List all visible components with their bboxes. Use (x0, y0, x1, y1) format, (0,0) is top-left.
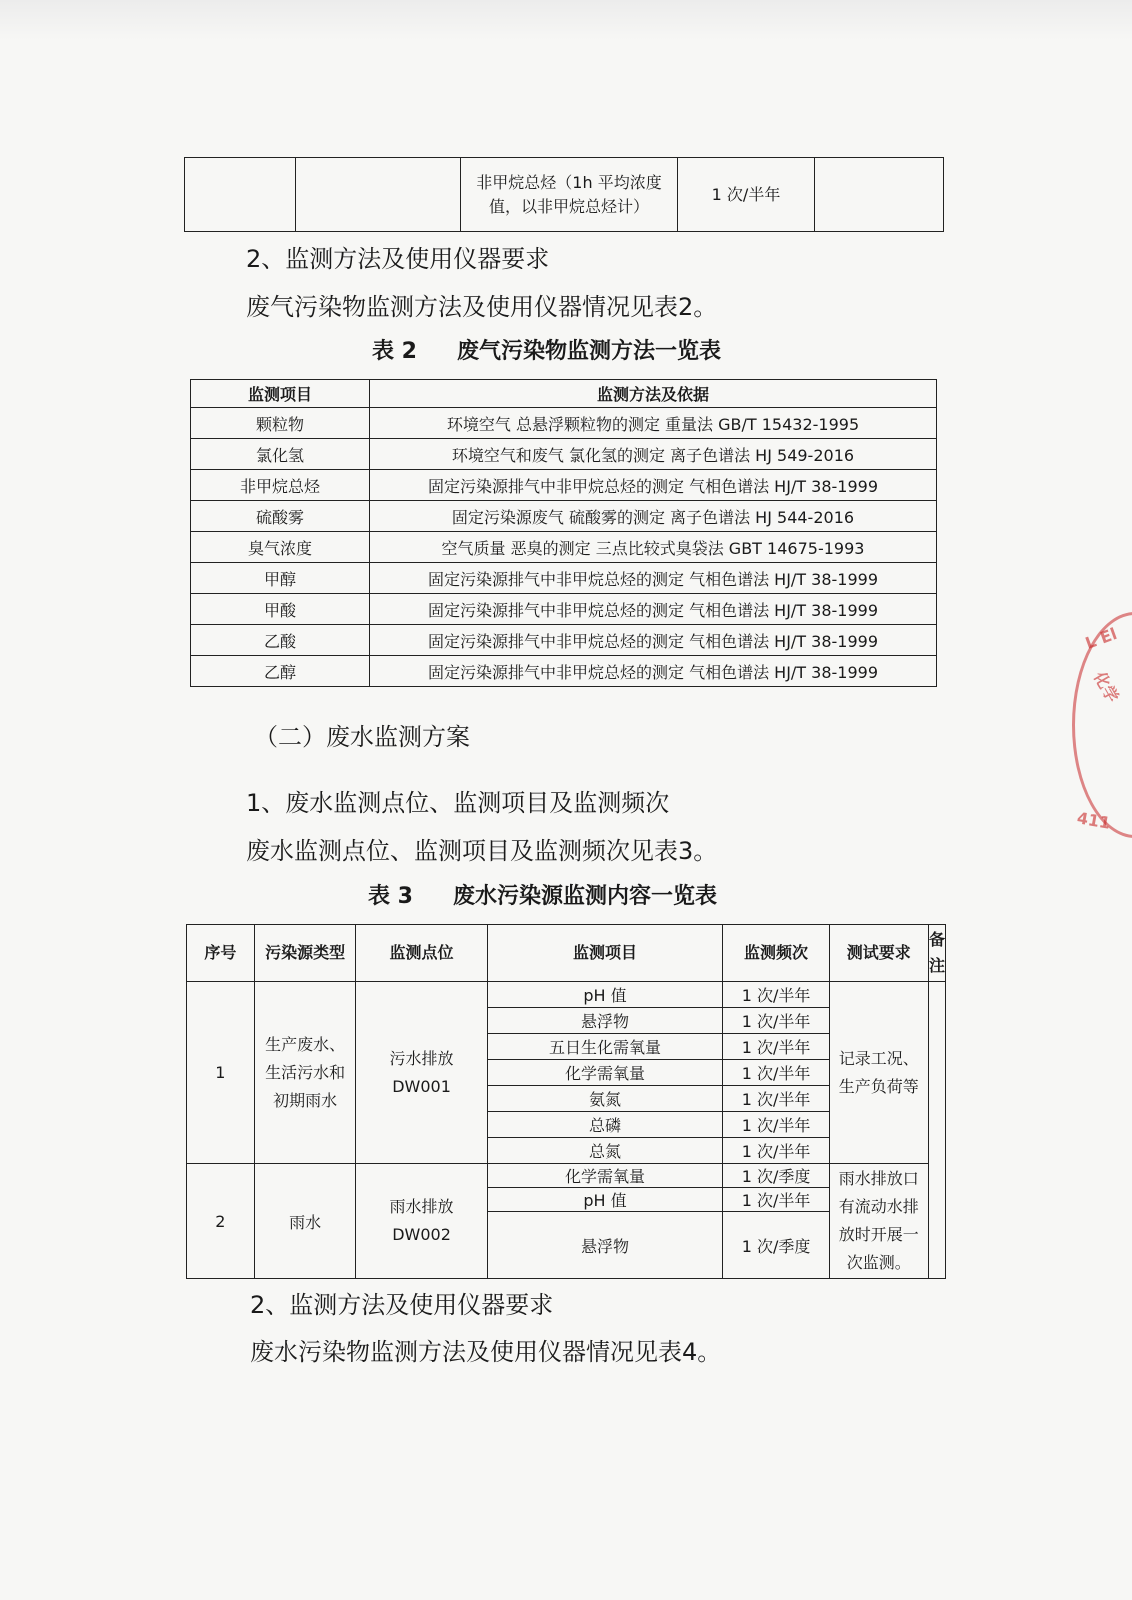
table-cell: 总磷 (487, 1112, 723, 1138)
table-cell: 1 次/半年 (723, 1138, 829, 1164)
table-cell: 环境空气和废气 氯化氢的测定 离子色谱法 HJ 549-2016 (370, 439, 937, 470)
table-cell: 固定污染源废气 硫酸雾的测定 离子色谱法 HJ 544-2016 (370, 501, 937, 532)
table-cell: 非甲烷总烃（1h 平均浓度值，以非甲烷总烃计） (461, 158, 678, 232)
table-cell: 五日生化需氧量 (487, 1034, 723, 1060)
table-cell: 1 次/半年 (723, 1060, 829, 1086)
table-cell: 雨水排放DW002 (356, 1164, 487, 1279)
table-cell: 甲酸 (191, 594, 370, 625)
table-cell: 1 次/半年 (723, 1086, 829, 1112)
table-cell: 甲醇 (191, 563, 370, 594)
column-header: 序号 (187, 925, 255, 982)
table-cell: 1 次/季度 (723, 1212, 829, 1279)
table-cell (815, 158, 944, 232)
table-cell (185, 158, 296, 232)
table-cell: 雨水 (254, 1164, 356, 1279)
wastewater-table (186, 924, 946, 1279)
table-header-row (187, 925, 946, 982)
column-header: 监测项目 (487, 925, 723, 982)
table-row (191, 408, 937, 439)
section-heading: 2、监测方法及使用仪器要求 (250, 1291, 554, 1319)
table-caption (372, 338, 721, 366)
table-cell: 悬浮物 (487, 1212, 723, 1279)
table-row (191, 563, 937, 594)
section-title: （二）废水监测方案 (254, 723, 470, 751)
table-cell: 1 (187, 982, 255, 1164)
table-cell (928, 982, 945, 1279)
table-cell: 颗粒物 (191, 408, 370, 439)
table-cell: 悬浮物 (487, 1008, 723, 1034)
table-cell: 非甲烷总烃 (191, 470, 370, 501)
table-cell: 污水排放DW001 (356, 982, 487, 1164)
column-header: 测试要求 (829, 925, 928, 982)
table-cell: 臭气浓度 (191, 532, 370, 563)
table-cell: 氨氮 (487, 1086, 723, 1112)
table-cell: 记录工况、生产负荷等 (829, 982, 928, 1164)
table-cell: pH 值 (487, 982, 723, 1008)
table-cell: 化学需氧量 (487, 1060, 723, 1086)
table-cell: 1 次/半年 (723, 1188, 829, 1212)
table-cell: pH 值 (487, 1188, 723, 1212)
paragraph: 废水污染物监测方法及使用仪器情况见表4。 (250, 1338, 722, 1366)
stamp-text: L El (1082, 624, 1120, 653)
table-cell: 固定污染源排气中非甲烷总烃的测定 气相色谱法 HJ/T 38-1999 (370, 625, 937, 656)
table-cell: 氯化氢 (191, 439, 370, 470)
table-cell: 乙酸 (191, 625, 370, 656)
table-caption (368, 883, 717, 911)
table-cell: 1 次/半年 (723, 1034, 829, 1060)
table-header-row (191, 380, 937, 408)
table-row (191, 656, 937, 687)
continuation-table (184, 157, 944, 232)
table-cell: 总氮 (487, 1138, 723, 1164)
table-cell: 硫酸雾 (191, 501, 370, 532)
column-header: 监测方法及依据 (370, 380, 937, 408)
table-row (191, 532, 937, 563)
scan-shadow (0, 0, 1132, 40)
column-header: 监测频次 (723, 925, 829, 982)
table-row (185, 158, 944, 232)
table-row (191, 501, 937, 532)
paragraph: 废水监测点位、监测项目及监测频次见表3。 (246, 837, 718, 865)
table-cell: 1 次/半年 (723, 1008, 829, 1034)
table-row (191, 594, 937, 625)
caption-number: 表 2 (372, 339, 417, 364)
section-heading: 2、监测方法及使用仪器要求 (246, 245, 550, 273)
caption-title: 废气污染物监测方法一览表 (456, 339, 721, 364)
table-cell: 雨水排放口有流动水排放时开展一次监测。 (829, 1164, 928, 1279)
caption-number: 表 3 (368, 884, 413, 909)
table-cell: 固定污染源排气中非甲烷总烃的测定 气相色谱法 HJ/T 38-1999 (370, 594, 937, 625)
table-cell: 乙醇 (191, 656, 370, 687)
table-cell: 生产废水、生活污水和初期雨水 (254, 982, 356, 1164)
caption-title: 废水污染源监测内容一览表 (452, 884, 717, 909)
table-cell: 1 次/季度 (723, 1164, 829, 1188)
table-row (191, 470, 937, 501)
table-cell: 固定污染源排气中非甲烷总烃的测定 气相色谱法 HJ/T 38-1999 (370, 656, 937, 687)
paragraph: 废气污染物监测方法及使用仪器情况见表2。 (246, 293, 718, 321)
company-seal-stamp (1072, 612, 1132, 838)
table-cell (296, 158, 461, 232)
stamp-text: 化学 (1089, 668, 1123, 706)
table-cell: 1 次/半年 (723, 982, 829, 1008)
column-header: 备注 (928, 925, 945, 982)
table-cell: 2 (187, 1164, 255, 1279)
section-heading: 1、废水监测点位、监测项目及监测频次 (246, 789, 670, 817)
gas-method-table (190, 379, 937, 687)
table-cell: 空气质量 恶臭的测定 三点比较式臭袋法 GBT 14675-1993 (370, 532, 937, 563)
table-row (191, 625, 937, 656)
table-cell: 环境空气 总悬浮颗粒物的测定 重量法 GB/T 15432-1995 (370, 408, 937, 439)
table-cell: 化学需氧量 (487, 1164, 723, 1188)
table-cell: 1 次/半年 (678, 158, 815, 232)
column-header: 污染源类型 (254, 925, 356, 982)
table-row (187, 982, 946, 1008)
table-cell: 固定污染源排气中非甲烷总烃的测定 气相色谱法 HJ/T 38-1999 (370, 470, 937, 501)
table-row (187, 1164, 946, 1188)
column-header: 监测点位 (356, 925, 487, 982)
column-header: 监测项目 (191, 380, 370, 408)
table-row (191, 439, 937, 470)
table-cell: 固定污染源排气中非甲烷总烃的测定 气相色谱法 HJ/T 38-1999 (370, 563, 937, 594)
table-cell: 1 次/半年 (723, 1112, 829, 1138)
stamp-text: 411 (1075, 808, 1112, 833)
